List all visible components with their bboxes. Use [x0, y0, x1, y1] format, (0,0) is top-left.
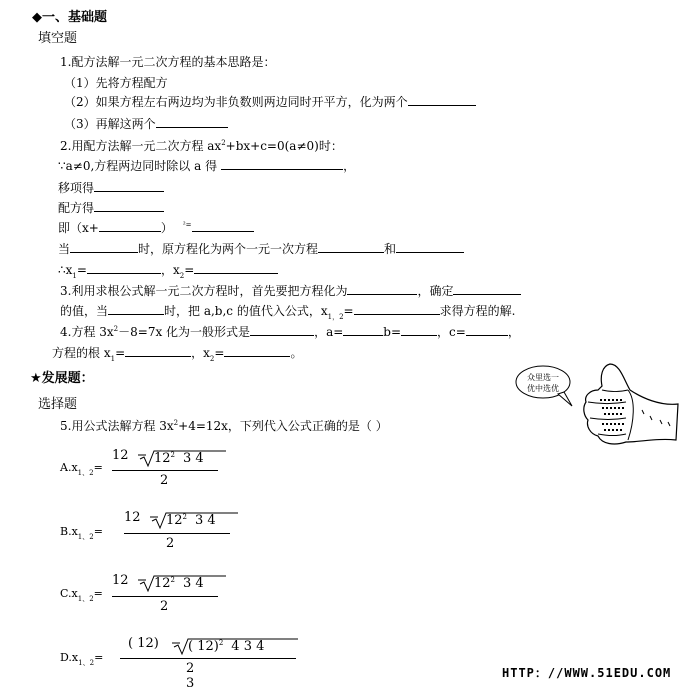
q4-line2: [52, 345, 302, 363]
q5-stem: [60, 418, 388, 436]
q2-line1-text: ∵a≠0,方程两边同时除以 a 得: [58, 159, 218, 173]
q2-line4: [58, 220, 254, 238]
q4-line2-c: ，x: [191, 346, 210, 360]
answer-blank[interactable]: [108, 303, 164, 315]
answer-blank[interactable]: [347, 283, 417, 295]
q4-line1-e: ，c=: [437, 325, 466, 339]
radicand: [166, 513, 216, 528]
q2-line6-d: =: [184, 263, 195, 277]
fill-blank-title: 填空题: [38, 31, 78, 46]
subscript: 2: [179, 272, 185, 280]
q2-line4-c: ²=: [182, 221, 192, 229]
radicand-rest: 3 4: [183, 576, 204, 591]
answer-blank[interactable]: [125, 345, 191, 357]
q4-line1-a: 4.方程 3x: [60, 325, 114, 339]
answer-blank[interactable]: [94, 180, 164, 192]
section-title: 一、基础题: [42, 10, 108, 25]
fraction-bar: [120, 658, 296, 659]
bubble-line2: 优中选优: [527, 384, 559, 393]
q2-line1: [58, 158, 355, 174]
answer-blank[interactable]: [156, 116, 228, 128]
numerator: [112, 573, 129, 588]
q2-line6-c: ，x: [160, 263, 180, 277]
comma: ，: [343, 159, 356, 173]
q2-line6-b: =: [76, 263, 87, 277]
superscript: 2: [113, 325, 119, 333]
section-title: 发展题：: [41, 371, 94, 386]
section-heading-basic: [32, 10, 107, 26]
q2-line4-b: ）: [160, 221, 173, 235]
q2-line5: [58, 241, 464, 257]
superscript: 2: [182, 513, 188, 521]
q4-line1: [60, 324, 520, 342]
footer-url[interactable]: HTTP：//WWW.51EDU.COM: [502, 666, 672, 680]
q2-line3-text: 配方得: [58, 201, 95, 215]
num-term: 12: [112, 448, 129, 463]
answer-blank[interactable]: [221, 158, 343, 170]
answer-blank[interactable]: [354, 303, 440, 315]
q2-line6-a: ∴x: [58, 263, 73, 277]
superscript: 2: [221, 139, 226, 147]
q5-stem-b: +4=12x，下列代入公式正确的是（ ）: [178, 419, 388, 433]
q2-line2: [58, 180, 164, 196]
radicand-rest: 4 3 4: [231, 639, 265, 654]
equals: =: [93, 525, 103, 538]
q2-line5-c: 和: [384, 242, 397, 256]
answer-blank[interactable]: [401, 324, 437, 336]
q3-line2-b: 时，把 a,b,c 的值代入公式，x: [164, 304, 328, 318]
q3-line2-a: 的值，当: [60, 304, 109, 318]
q2-line5-a: 当: [58, 242, 71, 256]
q2-stem: [60, 138, 343, 156]
q3-line1: [60, 283, 521, 299]
answer-blank[interactable]: [343, 324, 383, 336]
subscript: 1: [110, 355, 116, 363]
option-c-label[interactable]: [60, 587, 103, 603]
q1-stem: 1.配方法解一元二次方程的基本思路是：: [60, 55, 276, 69]
fraction-bar: [112, 470, 218, 471]
q4-line2-b: =: [115, 346, 126, 360]
q3-line2: [60, 303, 515, 321]
radicand-term: 12: [154, 576, 171, 591]
subscript: 1、2: [77, 469, 94, 477]
radicand: [188, 639, 264, 654]
denominator: 2: [160, 473, 169, 488]
bubble-line1: 众里选一: [527, 373, 559, 382]
option-label: C.x: [60, 587, 78, 600]
num-term: ( 12): [128, 636, 159, 651]
subscript: 1、2: [78, 659, 95, 667]
q4-line2-e: 。: [290, 346, 303, 360]
equals: =: [94, 651, 104, 664]
fraction-bar: [112, 596, 218, 597]
star-icon: ★: [30, 371, 42, 386]
q2-line6: [58, 262, 278, 280]
superscript: 2: [218, 639, 224, 647]
subscript: 1、2: [77, 533, 94, 541]
num-term: 12: [112, 573, 129, 588]
q4-line1-b: －8=7x 化为一般形式是: [118, 325, 251, 339]
superscript: 2: [173, 419, 179, 427]
radicand: [154, 451, 204, 466]
choice-title: 选择题: [38, 397, 78, 412]
denominator: 2: [160, 599, 169, 614]
radicand-rest: 3 4: [195, 513, 216, 528]
option-a-label[interactable]: [60, 461, 103, 477]
num-term: 12: [124, 510, 141, 525]
answer-blank[interactable]: [94, 200, 164, 212]
radicand-term: 12: [166, 513, 183, 528]
radicand-rest: 3 4: [183, 451, 204, 466]
answer-blank[interactable]: [318, 241, 384, 253]
option-label: B.x: [60, 525, 78, 538]
answer-blank[interactable]: [250, 324, 314, 336]
numerator: [112, 448, 129, 463]
option-label: D.x: [60, 651, 79, 664]
answer-blank[interactable]: [99, 220, 161, 232]
superscript: 2: [170, 576, 176, 584]
denominator: 2: [166, 536, 175, 551]
option-b-label[interactable]: [60, 525, 103, 541]
q4-line2-a: 方程的根 x: [52, 346, 111, 360]
q2-line3: [58, 200, 164, 216]
numerator: [124, 510, 141, 525]
q2-line2-text: 移项得: [58, 181, 95, 195]
q3-line1-b: ，确定: [417, 284, 454, 298]
q1-step3: [64, 116, 228, 132]
q1-step2: [64, 94, 476, 110]
subscript: 2: [209, 355, 215, 363]
answer-blank[interactable]: [224, 345, 290, 357]
q2-stem-b: +bx+c=0(a≠0)时：: [225, 139, 343, 153]
option-d-label[interactable]: [60, 651, 104, 667]
radicand: [154, 576, 204, 591]
q4-line1-f: ，: [507, 325, 520, 339]
answer-blank[interactable]: [194, 262, 278, 274]
subscript: 1，2: [327, 313, 344, 321]
q2-line4-a: 即（x+: [58, 221, 99, 235]
q3-line2-c: =: [343, 304, 354, 318]
radicand-term: 12: [154, 451, 171, 466]
q4-line1-d: b=: [383, 325, 402, 339]
answer-blank[interactable]: [396, 241, 464, 253]
denominator: 2 3: [186, 661, 195, 691]
q5-stem-a: 5.用公式法解方程 3x: [60, 419, 174, 433]
answer-blank[interactable]: [466, 324, 508, 336]
q2-line5-b: 时，原方程化为两个一元一次方程: [138, 242, 319, 256]
q3-line1-a: 3.利用求根公式解一元二次方程时，首先要把方程化为: [60, 284, 348, 298]
numerator: [128, 636, 159, 651]
fraction-bar: [124, 533, 230, 534]
diamond-icon: ◆: [32, 10, 42, 25]
thumbs-up-illustration: [510, 360, 680, 452]
superscript: 2: [170, 451, 176, 459]
q4-line1-c: ，a=: [314, 325, 344, 339]
equals: =: [93, 461, 103, 474]
q1-step1: （1）先将方程配方: [64, 76, 168, 90]
q2-stem-a: 2.用配方法解一元二次方程 ax: [60, 139, 222, 153]
answer-blank[interactable]: [453, 283, 521, 295]
equals: =: [93, 587, 103, 600]
q3-line2-d: 求得方程的解.: [439, 304, 516, 318]
answer-blank[interactable]: [408, 94, 476, 106]
option-label: A.x: [60, 461, 78, 474]
subscript: 1: [72, 272, 77, 280]
radicand-term: ( 12): [188, 639, 219, 654]
answer-blank[interactable]: [87, 262, 161, 274]
q1-step2-text: （2）如果方程左右两边均为非负数则两边同时开平方，化为两个: [64, 95, 408, 109]
q4-line2-d: =: [214, 346, 225, 360]
q1-step3-text: （3）再解这两个: [64, 117, 156, 131]
answer-blank[interactable]: [192, 220, 254, 232]
section-heading-develop: [30, 371, 94, 387]
answer-blank[interactable]: [70, 241, 138, 253]
subscript: 1、2: [77, 595, 94, 603]
